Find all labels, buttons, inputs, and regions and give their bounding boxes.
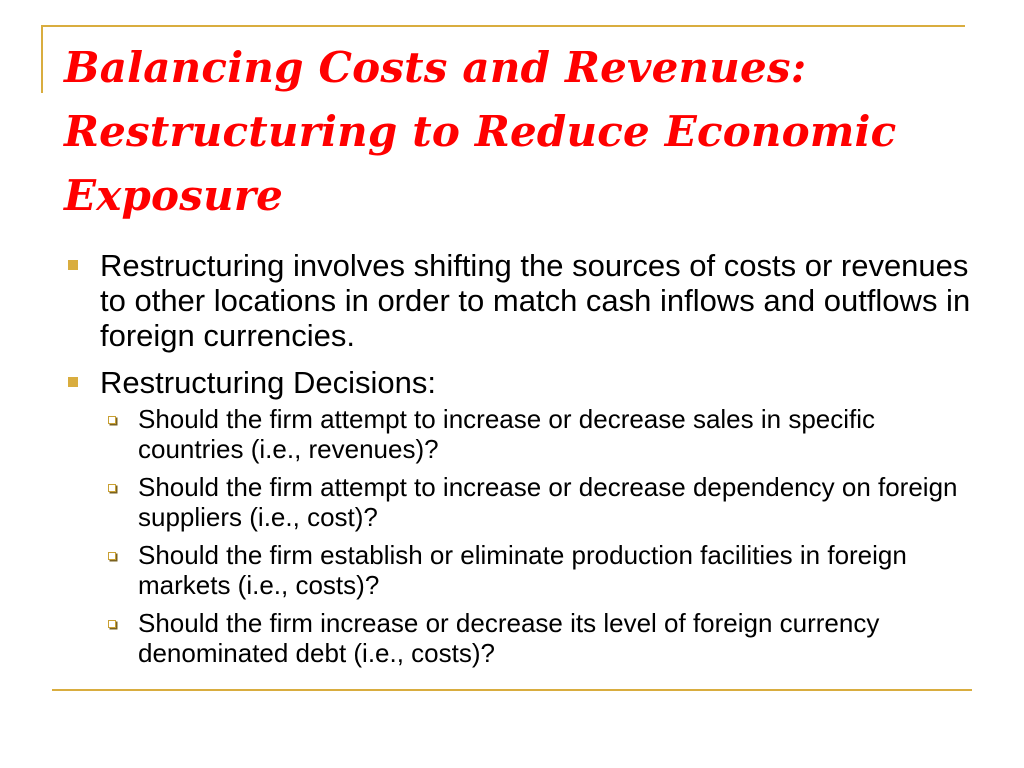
bullet-list — [66, 248, 986, 680]
sub-bullet-item — [66, 540, 986, 600]
hollow-square-bullet-icon — [108, 416, 116, 424]
sub-bullet-text: Should the firm increase or decrease its level of foreign currency denominated debt (i.e., costs)? — [138, 608, 880, 668]
sub-bullet-text: Should the firm establish or eliminate production facilities in foreign markets (i.e., costs)? — [138, 540, 907, 600]
sub-bullet-item — [66, 404, 986, 464]
sub-bullet-text: Should the firm attempt to increase or decrease sales in specific countries (i.e., revenues)? — [138, 404, 876, 464]
square-bullet-icon — [68, 377, 78, 387]
bullet-text: Restructuring involves shifting the sources of costs or revenues to other locations in order to match cash inflows and outflows in foreign currencies. — [100, 248, 971, 353]
square-bullet-icon — [68, 260, 78, 270]
hollow-square-bullet-icon — [108, 484, 116, 492]
bullet-item — [66, 365, 986, 668]
sub-bullet-item — [66, 608, 986, 668]
bullet-item — [66, 248, 986, 353]
sub-bullet-list — [66, 404, 986, 668]
bullet-text: Restructuring Decisions: — [100, 365, 436, 400]
hollow-square-bullet-icon — [108, 620, 116, 628]
bottom-divider-line — [52, 689, 972, 691]
left-divider-line — [41, 25, 43, 93]
top-divider-line — [41, 25, 965, 27]
slide-title: Balancing Costs and Revenues: Restructuring to Reduce Economic Exposure — [64, 43, 897, 220]
sub-bullet-item — [66, 472, 986, 532]
sub-bullet-text: Should the firm attempt to increase or decrease dependency on foreign suppliers (i.e., cost)? — [138, 472, 958, 532]
hollow-square-bullet-icon — [108, 552, 116, 560]
